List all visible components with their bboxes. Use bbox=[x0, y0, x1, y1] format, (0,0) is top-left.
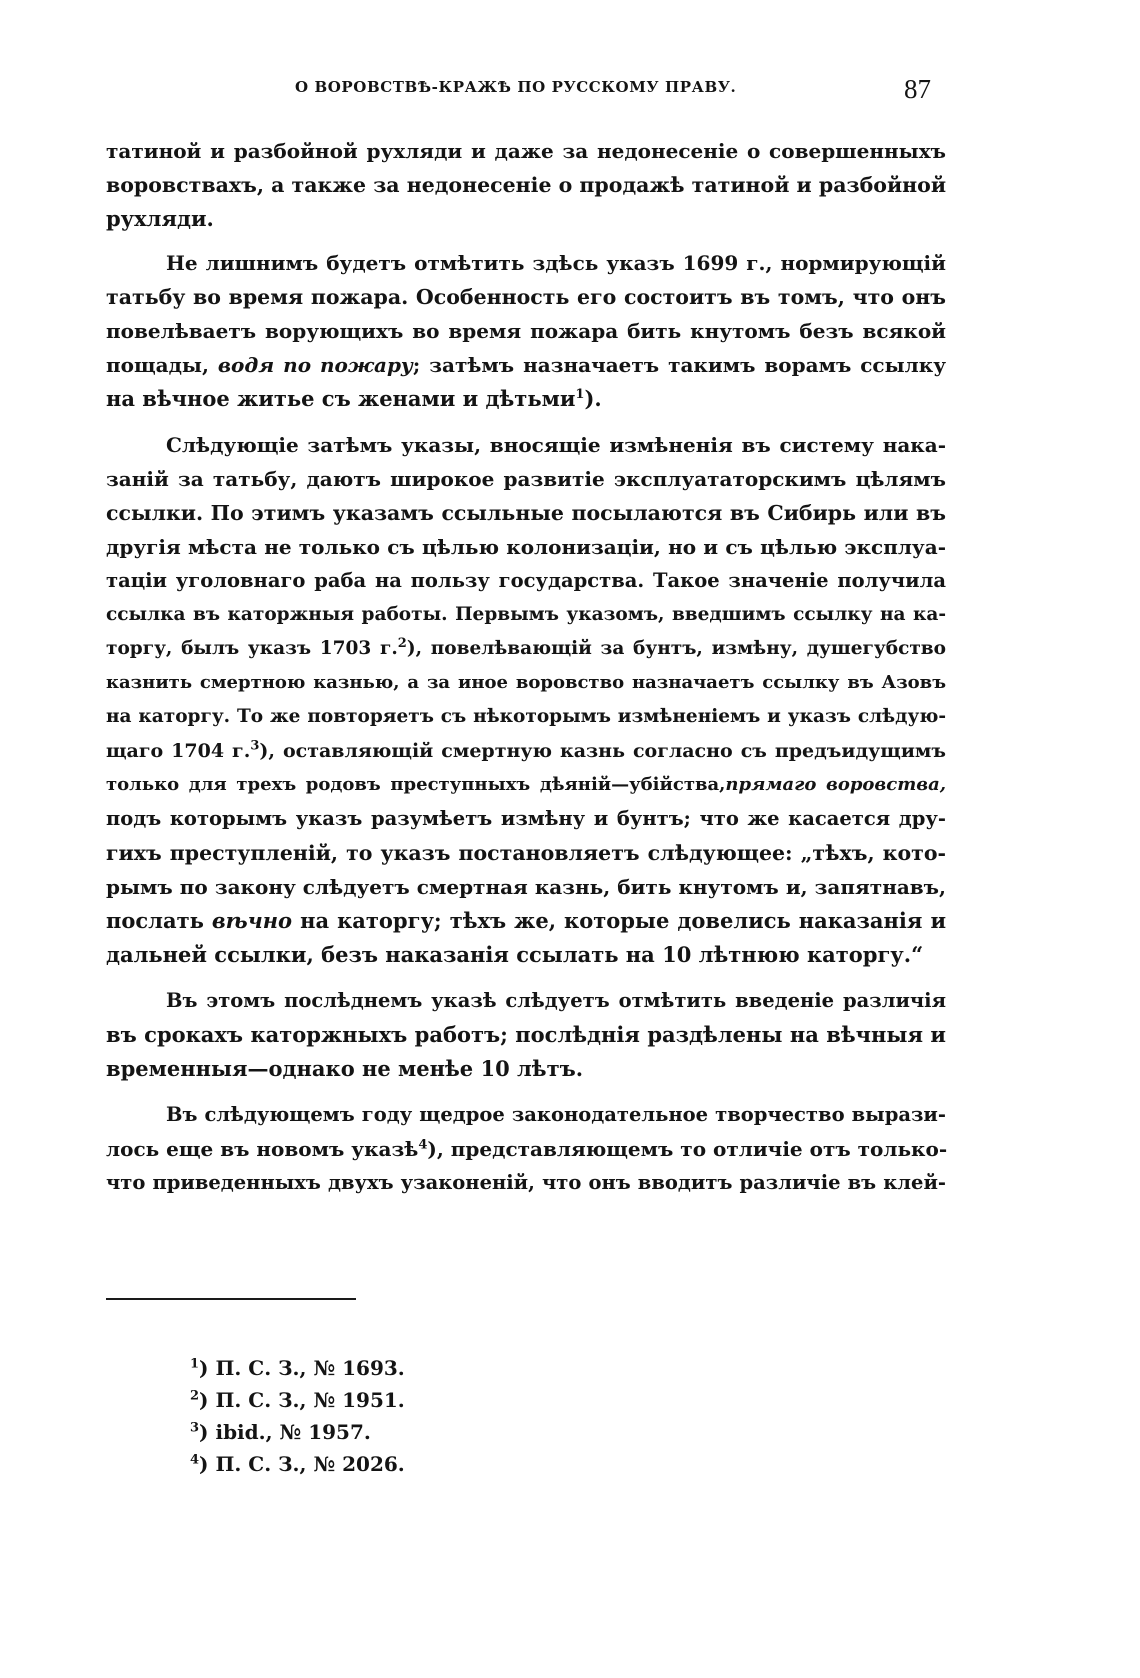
footnote-text: ) П. С. З., № 1693. bbox=[199, 1356, 405, 1380]
text-run: ), повелѣвающій за бунтъ, измѣну, душегубство bbox=[406, 638, 946, 659]
text-line: рухляди. bbox=[106, 206, 214, 231]
running-title: О ВОРОВСТВѢ-КРАЖѢ ПО РУССКОМУ ПРАВУ. bbox=[295, 78, 737, 96]
text-run: щаго 1704 г. bbox=[106, 740, 251, 762]
text-run: ), оставляющій смертную казнь согласно съ предъидущимъ bbox=[259, 740, 946, 762]
text-line: таціи уголовнаго раба на пользу государства. Такое значеніе получила bbox=[106, 569, 946, 592]
text-line: что приведенныхъ двухъ узаконеній, что онъ вводитъ различіе въ клей- bbox=[106, 1171, 946, 1194]
text-line: ссылка въ каторжныя работы. Первымъ указомъ, введшимъ ссылку на ка- bbox=[106, 604, 946, 625]
text-line: другія мѣста не только съ цѣлью колонизаціи, но и съ цѣлью эксплуа- bbox=[106, 535, 946, 559]
footnote-mark: 4 bbox=[190, 1452, 200, 1468]
text-run: послать bbox=[106, 908, 204, 933]
text-line: ссылки. По этимъ указамъ ссыльные посылаются въ Сибирь или въ bbox=[106, 501, 946, 525]
text-line bbox=[106, 1134, 946, 1164]
text-run: лось еще въ новомъ указѣ bbox=[106, 1137, 419, 1161]
footnote-mark: 2 bbox=[190, 1388, 200, 1404]
text-line: на каторгу. То же повторяетъ съ нѣкоторымъ измѣненіемъ и указъ слѣдую- bbox=[106, 706, 946, 727]
page-number: 87 bbox=[904, 74, 931, 104]
text-run: ), представляющемъ то отличіе отъ только- bbox=[427, 1137, 948, 1161]
text-line: гихъ преступленій, то указъ постановляетъ слѣдующее: „тѣхъ, кото- bbox=[106, 841, 946, 865]
footnote-ref: 2 bbox=[397, 635, 407, 651]
text-line: Въ этомъ послѣднемъ указѣ слѣдуетъ отмѣтить введеніе различія bbox=[166, 989, 946, 1012]
text-line: Въ слѣдующемъ году щедрое законодательное творчество вырази- bbox=[166, 1103, 946, 1126]
text-line bbox=[106, 384, 946, 414]
text-line bbox=[106, 906, 946, 936]
text-line bbox=[106, 634, 946, 664]
italic-phrase: прямаго воровства, bbox=[725, 774, 946, 795]
text-run: пощады, bbox=[106, 353, 209, 377]
text-line: подъ которымъ указъ разумѣетъ измѣну и бунтъ; что же касается дру- bbox=[106, 807, 946, 830]
text-line: повелѣваетъ ворующихъ во время пожара бить кнутомъ безъ всякой bbox=[106, 319, 946, 343]
text-run: ; затѣмъ назначаетъ такимъ ворамъ ссылку bbox=[412, 353, 946, 377]
text-line bbox=[106, 736, 946, 766]
footnote-mark: 3 bbox=[190, 1420, 200, 1436]
text-run: только для трехъ родовъ преступныхъ дѣяній—убійства, bbox=[106, 774, 726, 795]
footnote bbox=[190, 1420, 371, 1444]
text-line bbox=[106, 770, 946, 800]
italic-phrase: вѣчно bbox=[211, 908, 293, 933]
text-line: Слѣдующіе затѣмъ указы, вносящіе измѣненія въ систему нака- bbox=[166, 433, 946, 457]
footnote bbox=[190, 1356, 405, 1380]
italic-phrase: водя по пожару bbox=[217, 353, 413, 377]
text-run: ). bbox=[584, 386, 602, 411]
text-line bbox=[106, 350, 946, 380]
text-line: въ срокахъ каторжныхъ работъ; послѣднія раздѣлены на вѣчныя и bbox=[106, 1022, 946, 1047]
footnote-text: ) П. С. З., № 2026. bbox=[199, 1452, 405, 1476]
text-line: заній за татьбу, даютъ широкое развитіе эксплуататорскимъ цѣлямъ bbox=[106, 467, 946, 491]
text-line: дальней ссылки, безъ наказанія ссылать на 10 лѣтнюю каторгу.“ bbox=[106, 942, 924, 967]
footnote-ref: 4 bbox=[418, 1137, 428, 1153]
text-line: Не лишнимъ будетъ отмѣтить здѣсь указъ 1699 г., нормирующій bbox=[166, 251, 946, 275]
footnote-mark: 1 bbox=[190, 1356, 200, 1372]
footnote bbox=[190, 1452, 405, 1476]
footnote-text: ) ibid., № 1957. bbox=[199, 1420, 371, 1444]
text-line: временныя—однако не менѣе 10 лѣтъ. bbox=[106, 1056, 584, 1081]
text-run: торгу, былъ указъ 1703 г. bbox=[106, 638, 398, 659]
text-run: на вѣчное житье съ женами и дѣтьми bbox=[106, 386, 576, 411]
footnote-ref: 1 bbox=[575, 387, 585, 402]
text-line: татьбу во время пожара. Особенность его состоитъ въ томъ, что онъ bbox=[106, 285, 946, 309]
text-run: на каторгу; тѣхъ же, которые довелись наказанія и bbox=[300, 908, 947, 933]
footnote-divider bbox=[106, 1298, 356, 1300]
footnote bbox=[190, 1388, 405, 1412]
text-line: рымъ по закону слѣдуетъ смертная казнь, бить кнутомъ и, запятнавъ, bbox=[106, 875, 946, 899]
text-line: воровствахъ, а также за недонесеніе о продажѣ татиной и разбойной bbox=[106, 173, 947, 197]
text-line: казнить смертною казнью, а за иное воровство назначаетъ ссылку въ Азовъ bbox=[106, 672, 946, 693]
footnote-ref: 3 bbox=[250, 738, 260, 754]
footnote-text: ) П. С. З., № 1951. bbox=[199, 1388, 405, 1412]
text-line: татиной и разбойной рухляди и даже за недонесеніе о совершенныхъ bbox=[106, 139, 946, 163]
